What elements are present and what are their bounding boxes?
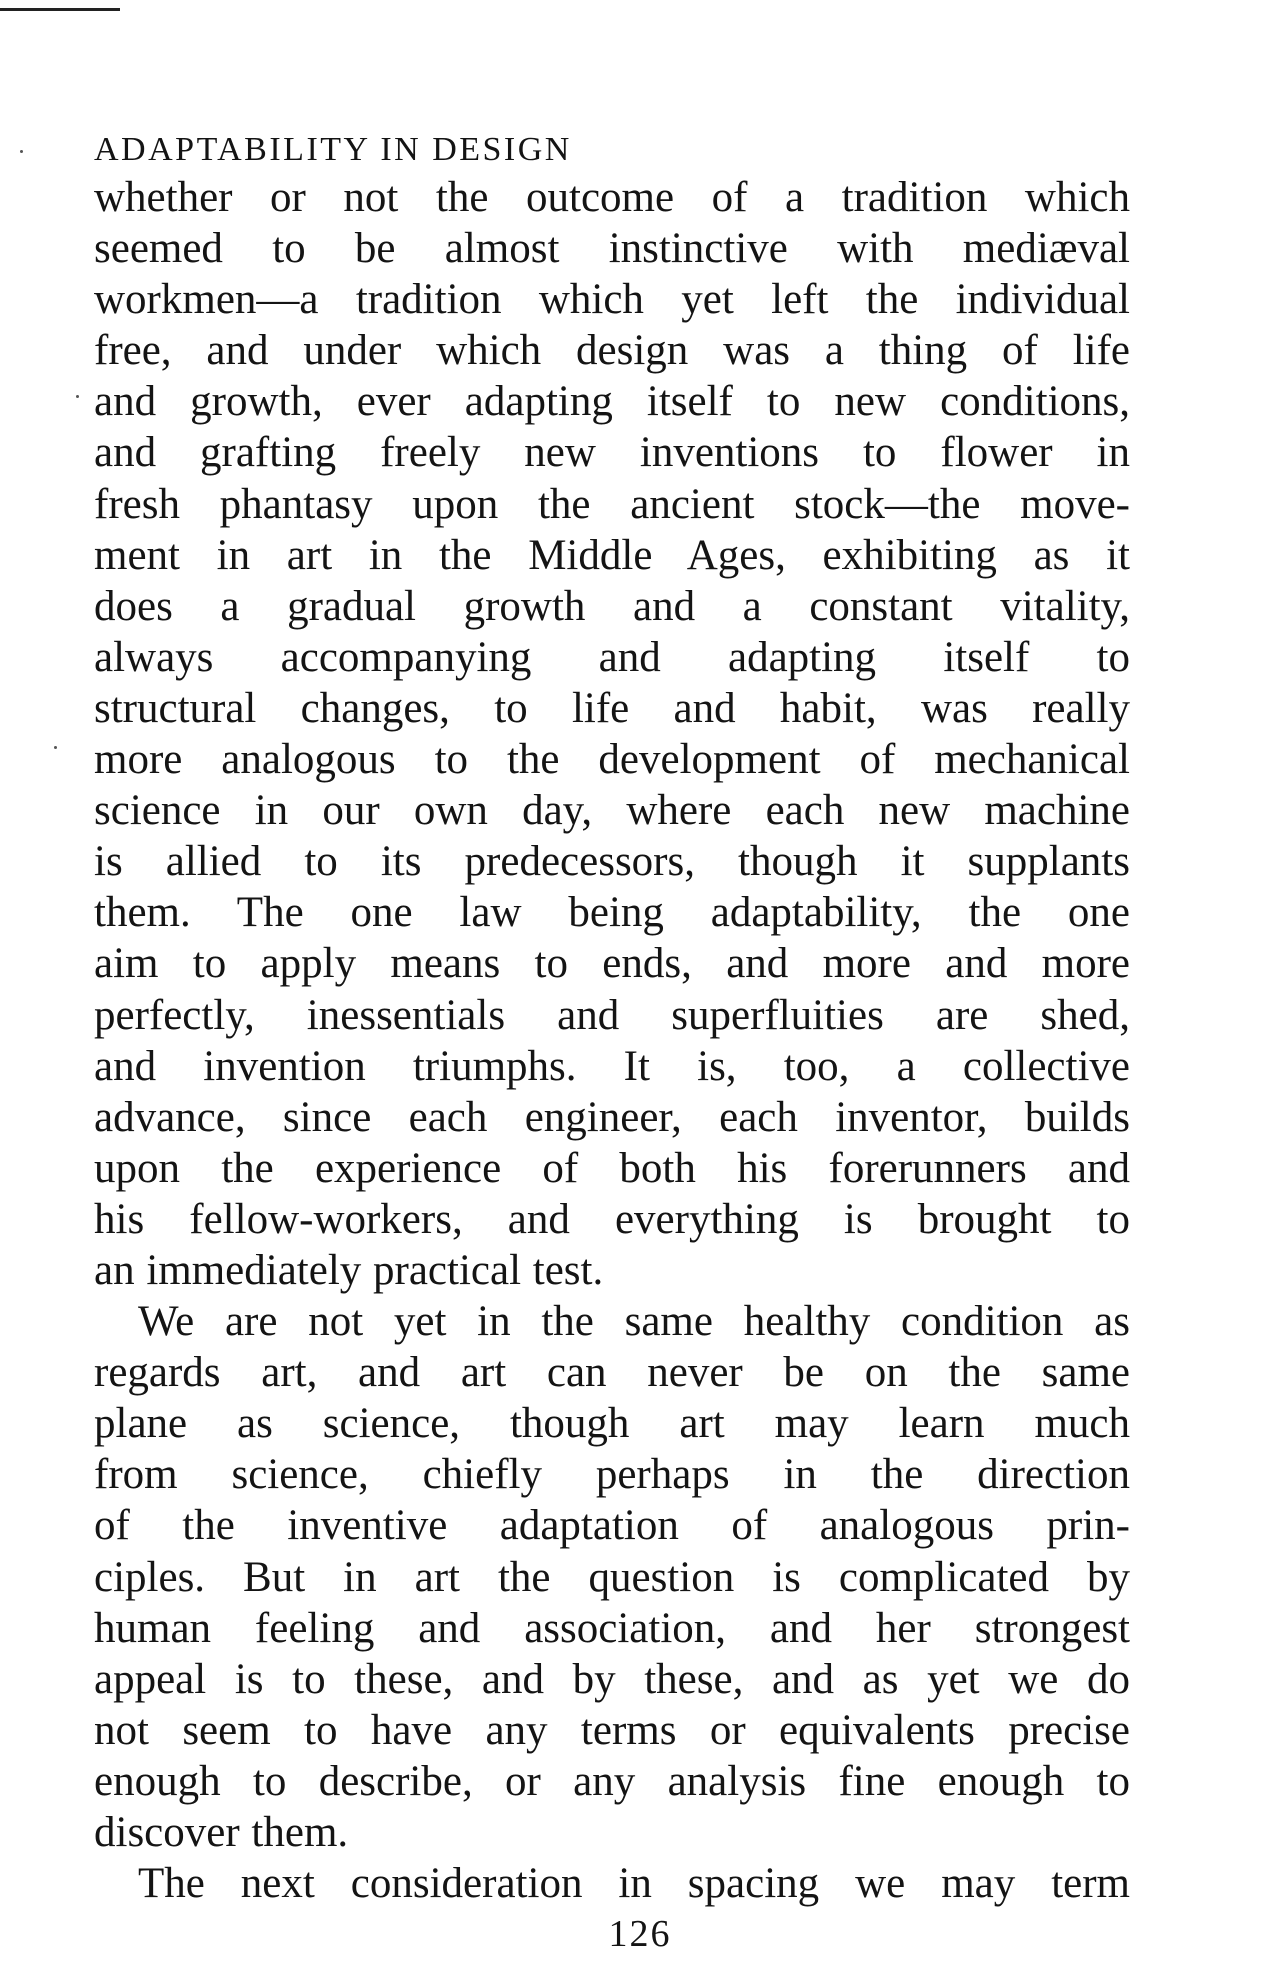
- text-line: whether or not the outcome of a tradition which: [94, 174, 1130, 221]
- text-line: regards art, and art can never be on the same: [94, 1349, 1130, 1397]
- scan-speck: [76, 395, 79, 398]
- text-line: an immediately practical test.: [94, 1246, 604, 1294]
- paragraph-first-line: We are not yet in the same healthy condition as: [138, 1298, 1130, 1346]
- body-text: [94, 172, 1130, 1909]
- text-line: more analogous to the development of mechanical: [94, 736, 1130, 784]
- text-line: free, and under which design was a thing of life: [94, 327, 1130, 375]
- book-page: [94, 128, 1130, 1909]
- paragraph-first-line: The next consideration in spacing we may term: [138, 1860, 1130, 1908]
- text-line: seemed to be almost instinctive with mediæval: [94, 225, 1130, 273]
- text-line: and growth, ever adapting itself to new conditions,: [94, 378, 1130, 426]
- text-line: aim to apply means to ends, and more and more: [94, 940, 1130, 988]
- page-number: 126: [608, 1913, 672, 1955]
- text-line: from science, chiefly perhaps in the direction: [94, 1451, 1130, 1499]
- text-line: and grafting freely new inventions to flower in: [94, 429, 1130, 477]
- text-line: human feeling and association, and her strongest: [94, 1604, 1130, 1652]
- scan-speck: [54, 746, 57, 749]
- text-line: advance, since each engineer, each inventor, builds: [94, 1093, 1130, 1141]
- text-line: structural changes, to life and habit, was really: [94, 684, 1130, 732]
- text-line: is allied to its predecessors, though it supplants: [94, 838, 1130, 886]
- text-line: upon the experience of both his forerunners and: [94, 1144, 1130, 1192]
- scan-speck: [20, 150, 23, 153]
- text-line: of the inventive adaptation of analogous prin-: [94, 1502, 1130, 1550]
- text-line: enough to describe, or any analysis fine enough to: [94, 1757, 1130, 1805]
- text-line: them. The one law being adaptability, the one: [94, 889, 1130, 937]
- running-head: ADAPTABILITY IN DESIGN: [94, 131, 572, 168]
- text-line: science in our own day, where each new machine: [94, 787, 1130, 835]
- text-line: and invention triumphs. It is, too, a collective: [94, 1042, 1130, 1090]
- text-line: ment in art in the Middle Ages, exhibiting as it: [94, 531, 1130, 579]
- text-line: ciples. But in art the question is complicated by: [94, 1553, 1130, 1601]
- text-line: his fellow-workers, and everything is brought to: [94, 1195, 1130, 1243]
- text-line: always accompanying and adapting itself to: [94, 633, 1130, 681]
- text-line: not seem to have any terms or equivalents precise: [94, 1706, 1130, 1754]
- text-line: workmen—a tradition which yet left the individual: [94, 276, 1130, 324]
- text-line: discover them.: [94, 1809, 349, 1856]
- text-line: does a gradual growth and a constant vitality,: [94, 582, 1130, 630]
- text-line: plane as science, though art may learn much: [94, 1400, 1130, 1448]
- text-line: perfectly, inessentials and superfluities are shed,: [94, 991, 1130, 1039]
- scan-edge-mark: [0, 8, 120, 11]
- text-line: appeal is to these, and by these, and as yet we do: [94, 1655, 1130, 1703]
- text-line: fresh phantasy upon the ancient stock—the move-: [94, 480, 1130, 528]
